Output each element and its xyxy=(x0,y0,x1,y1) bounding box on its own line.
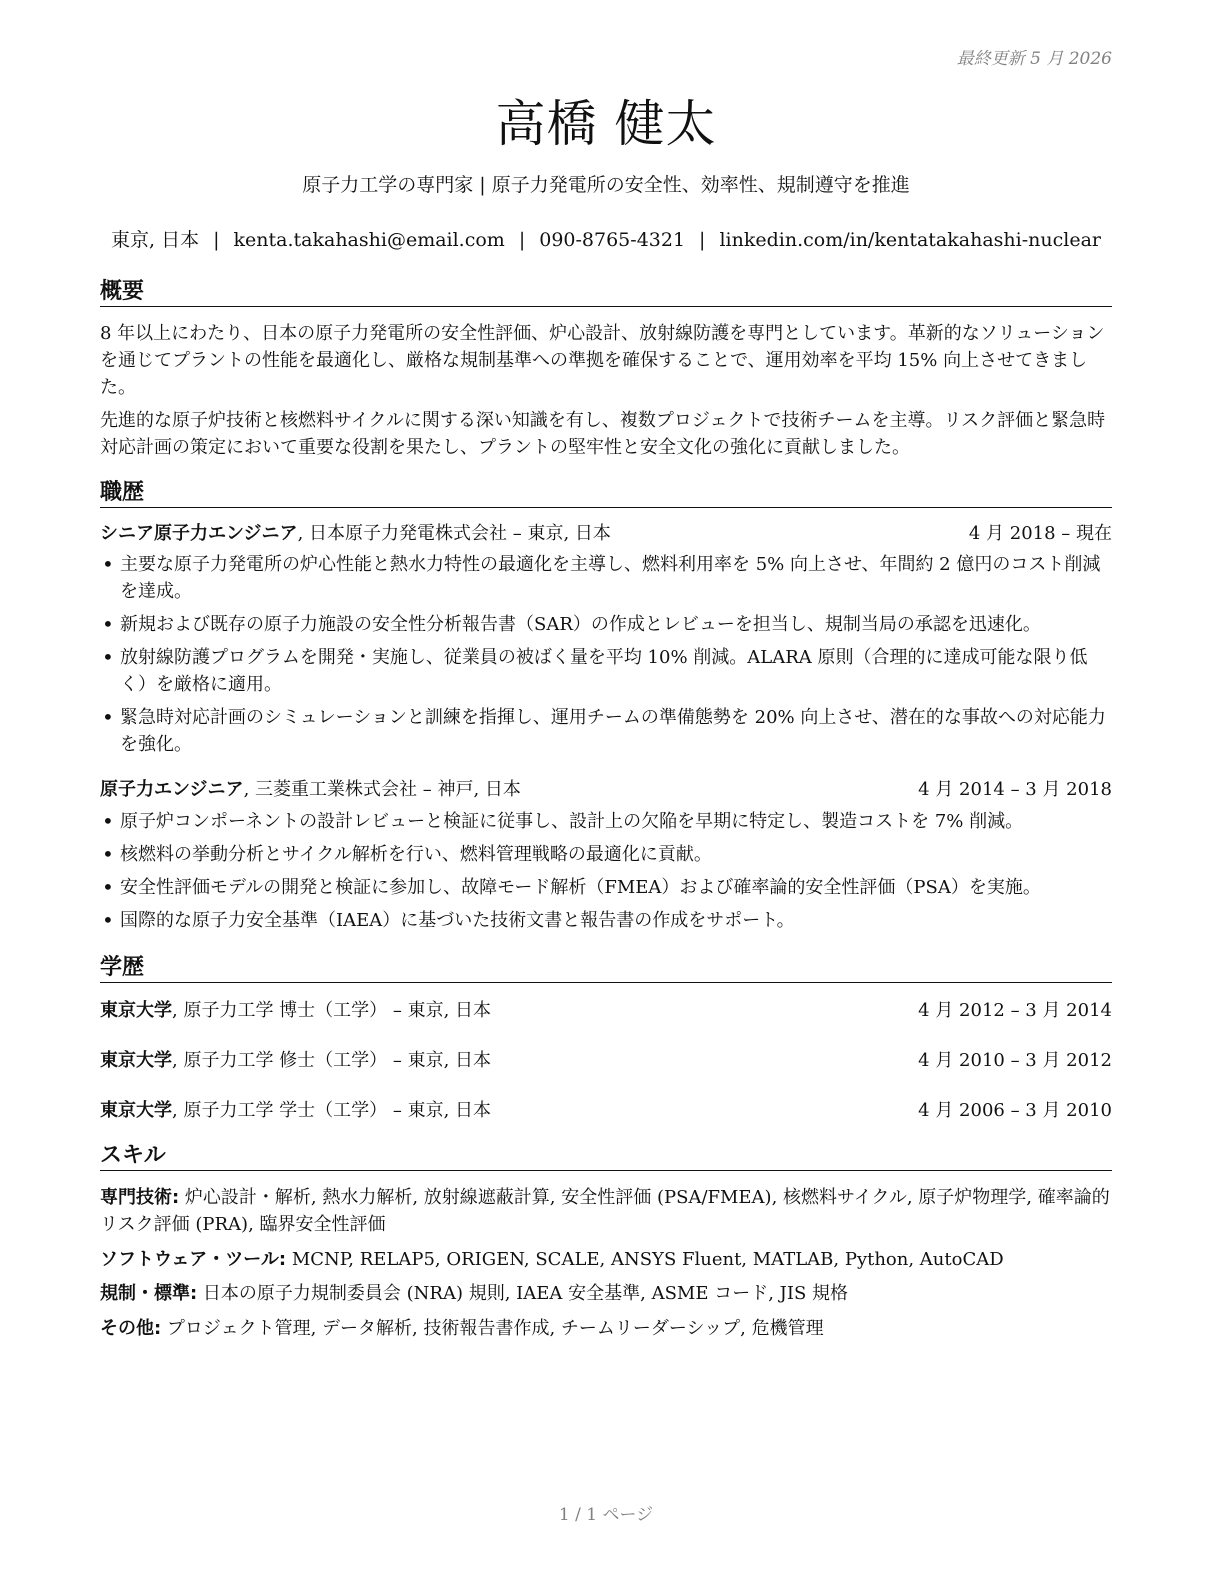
school-name: 東京大学 xyxy=(100,1050,172,1071)
tagline: 原子力工学の専門家 | 原子力発電所の安全性、効率性、規制遵守を推進 xyxy=(302,174,910,196)
job-role: シニア原子力エンジニア xyxy=(100,523,298,544)
school-name: 東京大学 xyxy=(100,1100,172,1121)
skill-label: その他: xyxy=(100,1318,162,1339)
summary-heading: 概要 xyxy=(100,278,1112,307)
list-item: • 核燃料の挙動分析とサイクル解析を行い、燃料管理戦略の最適化に貢献。 xyxy=(100,841,1112,868)
job-org: , 日本原子力発電株式会社 – 東京, 日本 xyxy=(297,523,611,544)
list-item: • 主要な原子力発電所の炉心性能と熱水力特性の最適化を主導し、燃料利用率を 5% 向上させ、年間約 2 億円のコスト削減を達成。 xyxy=(100,551,1112,605)
job-dates: 4 月 2018 – 現在 xyxy=(968,523,1112,544)
education-dates: 4 月 2010 – 3 月 2012 xyxy=(918,1050,1112,1071)
job-bullets xyxy=(100,551,1112,764)
skill-label: 規制・標準: xyxy=(100,1283,198,1304)
education-row xyxy=(100,998,1112,1024)
summary-paragraph-1: 8 年以上にわたり、日本の原子力発電所の安全性評価、炉心設計、放射線防護を専門としています。革新的なソリューションを通じてプラントの性能を最適化し、厳格な規制基準への準拠を確保することで、運用効率を平均 15% 向上させてきました。 xyxy=(100,323,1105,398)
job-header xyxy=(100,521,1112,547)
list-item: • 原子炉コンポーネントの設計レビューと検証に従事し、設計上の欠陥を早期に特定し、製造コストを 7% 削減。 xyxy=(100,808,1112,835)
last-updated: 最終更新 5 月 2026 xyxy=(956,49,1112,69)
candidate-name: 高橋 健太 xyxy=(495,95,717,153)
skill-row xyxy=(100,1280,1112,1307)
resume-page xyxy=(100,0,1112,1584)
list-item: • 放射線防護プログラムを開発・実施し、従業員の被ばく量を平均 10% 削減。ALARA 原則（合理的に達成可能な限り低く）を厳格に適用。 xyxy=(100,644,1112,698)
education-row xyxy=(100,1098,1112,1124)
job-dates: 4 月 2014 – 3 月 2018 xyxy=(918,779,1112,800)
list-item: • 新規および既存の原子力施設の安全性分析報告書（SAR）の作成とレビューを担当し、規制当局の承認を迅速化。 xyxy=(100,611,1112,638)
job-bullets xyxy=(100,808,1112,940)
education-dates: 4 月 2012 – 3 月 2014 xyxy=(918,1000,1112,1021)
contact-phone[interactable]: 090-8765-4321 xyxy=(539,229,686,251)
contact-location: 東京, 日本 xyxy=(111,229,200,251)
education-row xyxy=(100,1048,1112,1074)
skill-label: 専門技術: xyxy=(100,1187,180,1208)
job-header xyxy=(100,777,1112,803)
page-number: 1 / 1 ページ xyxy=(558,1505,654,1525)
skill-row xyxy=(100,1246,1112,1273)
contact-email[interactable]: kenta.takahashi@email.com xyxy=(233,229,505,251)
degree: , 原子力工学 修士（工学） – 東京, 日本 xyxy=(172,1050,492,1071)
skill-value: 炉心設計・解析, 熱水力解析, 放射線遮蔽計算, 安全性評価 (PSA/FMEA), 核燃料サイクル, 原子炉物理学, 確率論的リスク評価 (PRA), 臨界安全性評価 xyxy=(100,1187,1110,1235)
skill-value: 日本の原子力規制委員会 (NRA) 規則, IAEA 安全基準, ASME コード, JIS 規格 xyxy=(197,1283,849,1304)
contact-separator: | xyxy=(699,229,706,251)
degree: , 原子力工学 博士（工学） – 東京, 日本 xyxy=(172,1000,492,1021)
skill-row xyxy=(100,1315,1112,1342)
skill-value: MCNP, RELAP5, ORIGEN, SCALE, ANSYS Fluent, MATLAB, Python, AutoCAD xyxy=(286,1249,1004,1270)
contact-linkedin[interactable]: linkedin.com/in/kentatakahashi-nuclear xyxy=(719,229,1101,251)
education-dates: 4 月 2006 – 3 月 2010 xyxy=(918,1100,1112,1121)
contact-separator: | xyxy=(518,229,526,251)
list-item: • 国際的な原子力安全基準（IAEA）に基づいた技術文書と報告書の作成をサポート。 xyxy=(100,907,1112,934)
contact-line xyxy=(100,225,1112,252)
contact-separator: | xyxy=(213,229,220,251)
list-item: • 緊急時対応計画のシミュレーションと訓練を指揮し、運用チームの準備態勢を 20% 向上させ、潜在的な事故への対応能力を強化。 xyxy=(100,704,1112,758)
education-heading: 学歴 xyxy=(100,954,1112,983)
skill-label: ソフトウェア・ツール: xyxy=(100,1249,287,1270)
degree: , 原子力工学 学士（工学） – 東京, 日本 xyxy=(172,1100,492,1121)
job-role: 原子力エンジニア xyxy=(100,779,244,800)
skill-value: プロジェクト管理, データ解析, 技術報告書作成, チームリーダーシップ, 危機管理 xyxy=(161,1318,824,1339)
school-name: 東京大学 xyxy=(100,1000,172,1021)
skill-row xyxy=(100,1184,1112,1238)
summary-paragraph-2: 先進的な原子炉技術と核燃料サイクルに関する深い知識を有し、複数プロジェクトで技術チームを主導。リスク評価と緊急時対応計画の策定において重要な役割を果たし、プラントの堅牢性と安全文化の強化に貢献しました。 xyxy=(100,410,1106,458)
list-item: • 安全性評価モデルの開発と検証に参加し、故障モード解析（FMEA）および確率論的安全性評価（PSA）を実施。 xyxy=(100,874,1112,901)
skills-heading: スキル xyxy=(100,1142,1112,1171)
job-org: , 三菱重工業株式会社 – 神戸, 日本 xyxy=(243,779,521,800)
experience-heading: 職歴 xyxy=(100,479,1112,508)
